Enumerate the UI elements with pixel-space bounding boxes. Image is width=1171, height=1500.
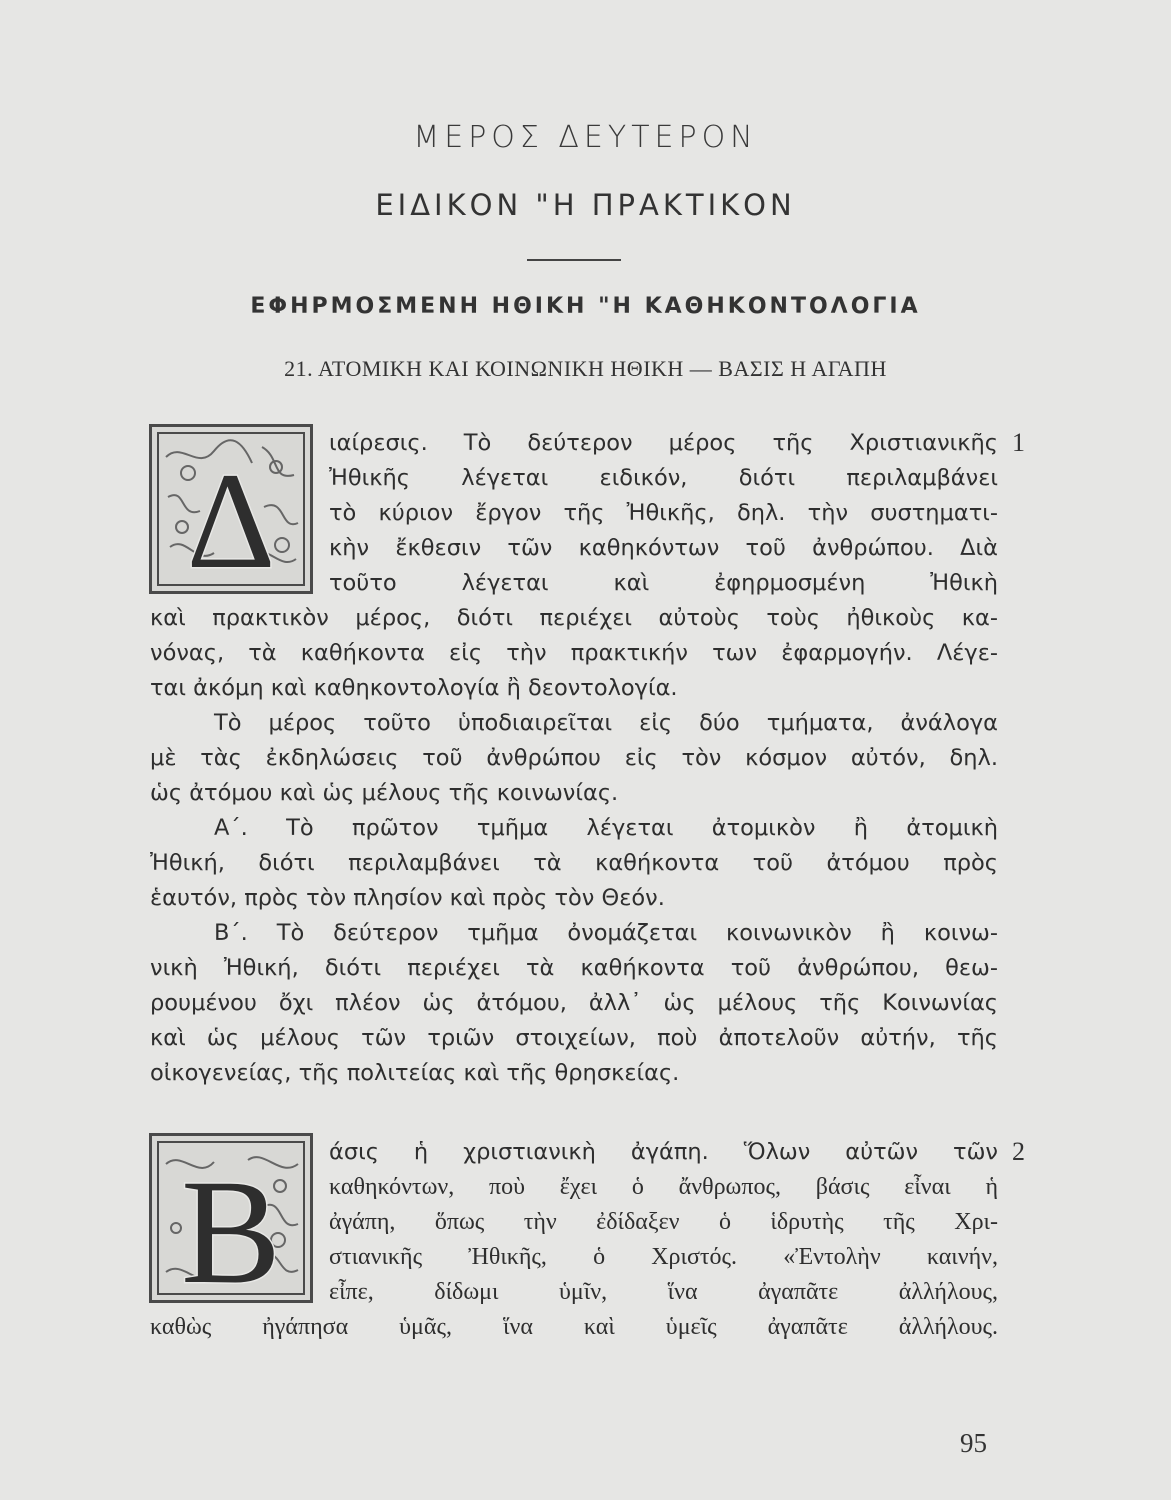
chapter-title: 21. ΑΤΟΜΙΚΗ ΚΑΙ ΚΟΙΝΩΝΙΚΗ ΗΘΙΚΗ — ΒΑΣΙΣ Η ΑΓΑΠΗ <box>284 356 887 381</box>
text-line: Ἠθικῆς λέγεται ειδικόν, διότι περιλαμβάνει <box>329 465 998 491</box>
dropcap-delta-ornament <box>149 424 313 594</box>
divider-rule <box>527 259 621 261</box>
text-line: ἀγάπη, ὅπως τὴν ἐδίδαξεν ὁ ἱδρυτὴς τῆς Χρι- <box>329 1209 998 1235</box>
section-title: ΕΦΗΡΜΟΣΜΕΝΗ ΗΘΙΚΗ "Η ΚΑΘΗΚΟΝΤΟΛΟΓΙΑ <box>250 294 921 319</box>
ornament-illustration <box>152 427 310 591</box>
text-line: άσις ἡ χριστιανικὴ ἀγάπη. Ὅλων αὐτῶν τῶν <box>329 1139 998 1165</box>
text-line: Β΄. Τὸ δεύτερον τμῆμα ὀνομάζεται κοινωνικὸν ἢ κοινω- <box>214 920 998 946</box>
dropcap-beta-letter: Β <box>180 1149 282 1300</box>
text-line: καθὼς ἠγάπησα ὑμᾶς, ἵνα καὶ ὑμεῖς ἀγαπᾶτε ἀλλήλους. <box>150 1314 998 1340</box>
text-line: κὴν ἔκθεσιν τῶν καθηκόντων τοῦ ἀνθρώπου. Διὰ <box>329 535 998 561</box>
text-line: ρουμένου ὄχι πλέον ὡς ἀτόμου, ἀλλ᾽ ὡς μέλους τῆς Κοινωνίας <box>150 990 998 1016</box>
text-line: νόνας, τὰ καθήκοντα εἰς τὴν πρακτικήν των ἐφαρμογήν. Λέγε- <box>150 640 998 666</box>
dropcap-beta-ornament <box>149 1133 313 1303</box>
dropcap-delta-letter: Δ <box>186 444 276 591</box>
text-line: νικὴ Ἠθική, διότι περιέχει τὰ καθήκοντα τοῦ ἀνθρώπου, θεω- <box>150 955 998 981</box>
text-line: Α΄. Τὸ πρῶτον τμῆμα λέγεται ἀτομικὸν ἢ ἀτομικὴ <box>214 815 998 841</box>
part-subtitle: ΕΙΔΙΚΟΝ "Η ΠΡΑΚΤΙΚΟΝ <box>375 188 796 222</box>
text-line: καθηκόντων, ποὺ ἔχει ὁ ἄνθρωπος, βάσις εἶναι ἡ <box>329 1174 998 1200</box>
page-number: 95 <box>960 1428 987 1458</box>
ornament-illustration <box>152 1136 310 1300</box>
part-title: ΜΕΡΟΣ ΔΕΥΤΕΡΟΝ <box>413 120 758 155</box>
text-line: εἶπε, δίδωμι ὑμῖν, ἵνα ἀγαπᾶτε ἀλλήλους, <box>329 1279 998 1305</box>
text-line: τὸ κύριον ἔργον τῆς Ἠθικῆς, δηλ. τὴν συστηματι- <box>329 500 998 526</box>
text-line: Ἠθική, διότι περιλαμβάνει τὰ καθήκοντα τοῦ ἀτόμου πρὸς <box>150 850 998 876</box>
text-line: στιανικῆς Ἠθικῆς, ὁ Χριστός. «Ἐντολὴν καινήν, <box>329 1244 998 1270</box>
text-line: ὡς ἀτόμου καὶ ὡς μέλους τῆς κοινωνίας. <box>150 780 619 806</box>
paragraph-number: 2 <box>1012 1137 1025 1166</box>
text-line: μὲ τὰς ἐκδηλώσεις τοῦ ἀνθρώπου εἰς τὸν κόσμον αὐτόν, δηλ. <box>150 745 998 771</box>
text-line: καὶ πρακτικὸν μέρος, διότι περιέχει αὐτοὺς τοὺς ἠθικοὺς κα- <box>150 605 998 631</box>
text-line: οἰκογενείας, τῆς πολιτείας καὶ τῆς θρησκείας. <box>150 1060 680 1086</box>
text-line: καὶ ὡς μέλους τῶν τριῶν στοιχείων, ποὺ ἀποτελοῦν αὐτήν, τῆς <box>150 1025 998 1051</box>
text-line: ται ἀκόμη καὶ καθηκοντολογία ἢ δεοντολογία. <box>150 675 678 701</box>
text-line: τοῦτο λέγεται καὶ ἐφηρμοσμένη Ἠθικὴ <box>329 570 998 596</box>
paragraph-number: 1 <box>1012 428 1025 457</box>
text-line: ἑαυτόν, πρὸς τὸν πλησίον καὶ πρὸς τὸν Θεόν. <box>150 885 665 911</box>
text-line: ιαίρεσις. Τὸ δεύτερον μέρος τῆς Χριστιανικῆς <box>329 430 998 456</box>
text-line: Τὸ μέρος τοῦτο ὑποδιαιρεῖται εἰς δύο τμήματα, ἀνάλογα <box>214 710 998 736</box>
